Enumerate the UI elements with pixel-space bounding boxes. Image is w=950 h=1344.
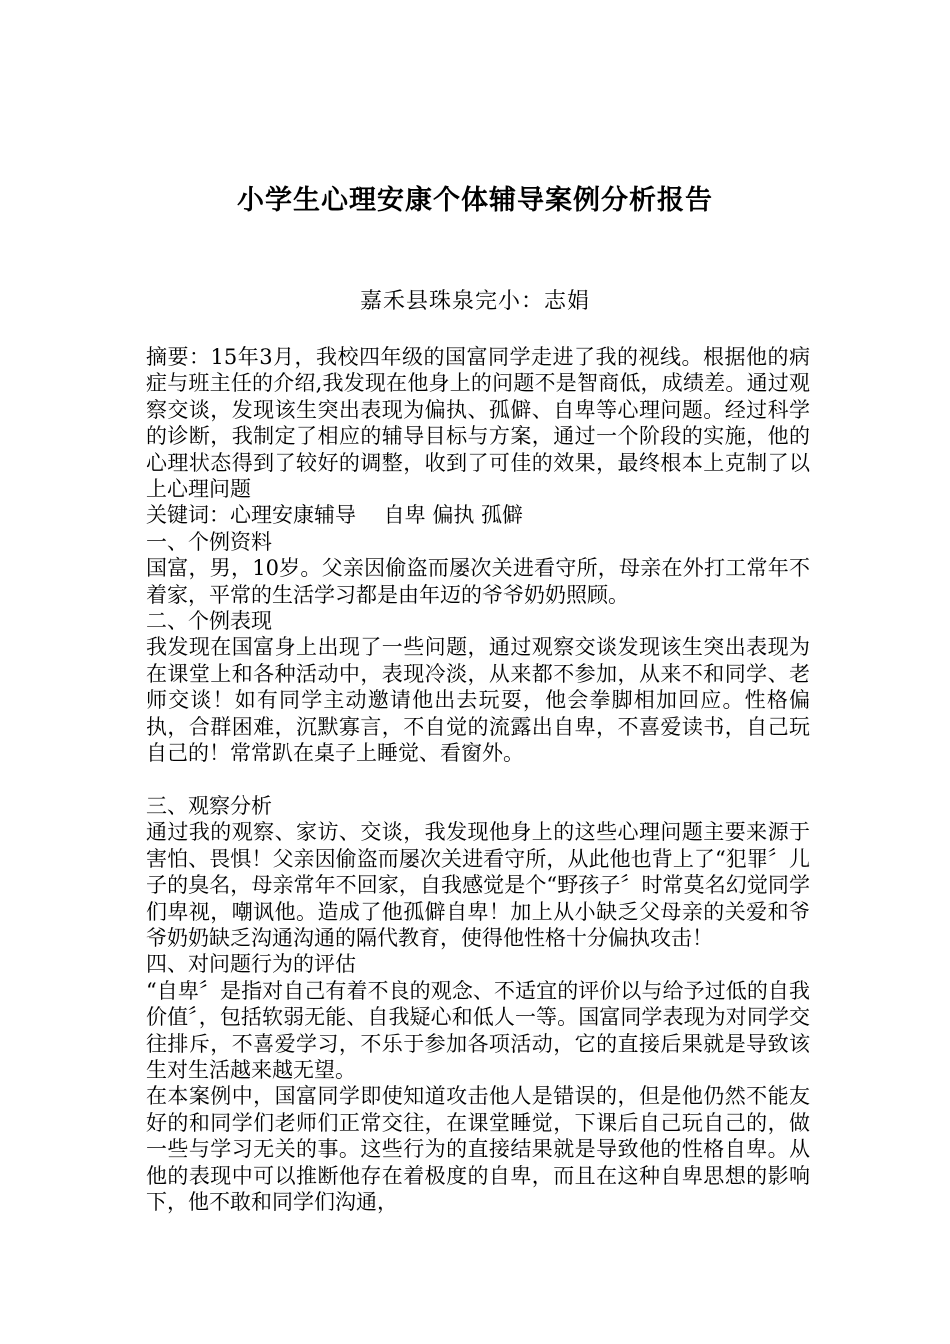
section-heading: 二、个例表现 <box>146 609 272 634</box>
section-heading: 三、观察分析 <box>146 793 272 818</box>
section-paragraph: “自卑〞是指对自己有着不良的观念、不适宜的评价以与给予过低的自我价值〞，包括软弱无能、自我疑心和低人一等。国富同学表现为对同学交往排斥，不喜爱学习，不乐于参加各项活动，它的直接后果就是导致该生对生活越来越无望。 <box>146 978 810 1082</box>
abstract-paragraph: 摘要：15年3月，我校四年级的国富同学走进了我的视线。根据他的病症与班主任的介绍,我发现在他身上的问题不是智商低，成绩差。通过观察交谈，发现该生突出表现为偏执、孤僻、自卑等心理问题。经过科学的诊断，我制定了相应的辅导目标与方案，通过一个阶段的实施，他的心理状态得到了较好的调整，收到了可佳的效果，最终根本上克制了以上心理问题 <box>146 345 810 502</box>
section-paragraph: 我发现在国富身上出现了一些问题，通过观察交谈发现该生突出表现为在课堂上和各种活动中，表现冷淡，从来都不参加，从来不和同学、老师交谈！如有同学主动邀请他出去玩耍，他会拳脚相加回应。性格偏执，合群困难，沉默寡言，不自觉的流露出自卑，不喜爱读书，自己玩自己的！常常趴在桌子上睡觉、看窗外。 <box>146 635 810 766</box>
author-line: 嘉禾县珠泉完小：志娟 <box>359 289 590 314</box>
section-paragraph: 通过我的观察、家访、交谈，我发现他身上的这些心理问题主要来源于害怕、畏惧！父亲因偷盗而屡次关进看守所，从此他也背上了“犯罪〞儿子的臭名，母亲常年不回家，自我感觉是个“野孩子〞时常莫名幻觉同学们卑视，嘲讽他。造成了他孤僻自卑！加上从小缺乏父母亲的关爱和爷爷奶奶缺乏沟通沟通的隔代教育，使得他性格十分偏执攻击！ <box>146 820 810 950</box>
section-heading: 一、个例资料 <box>146 529 272 554</box>
document-title: 小学生心理安康个体辅导案例分析报告 <box>237 185 713 216</box>
section-heading: 四、对问题行为的评估 <box>146 952 356 977</box>
section-paragraph: 在本案例中，国富同学即使知道攻击他人是错误的，但是他仍然不能友好的和同学们老师们正常交往，在课堂睡觉，下课后自己玩自己的，做一些与学习无关的事。这些行为的直接结果就是导致他的性格自卑。从他的表现中可以推断他存在着极度的自卑，而且在这种自卑思想的影响下，他不敢和同学们沟通， <box>146 1084 810 1214</box>
keywords-line: 关键词：心理安康辅导 自卑 偏执 孤僻 <box>146 503 524 528</box>
blank-line <box>146 767 810 793</box>
section-paragraph: 国富，男，10岁。父亲因偷盗而屡次关进看守所，母亲在外打工常年不着家，平常的生活学习都是由年迈的爷爷奶奶照顾。 <box>146 556 810 607</box>
document-body <box>146 344 810 1215</box>
